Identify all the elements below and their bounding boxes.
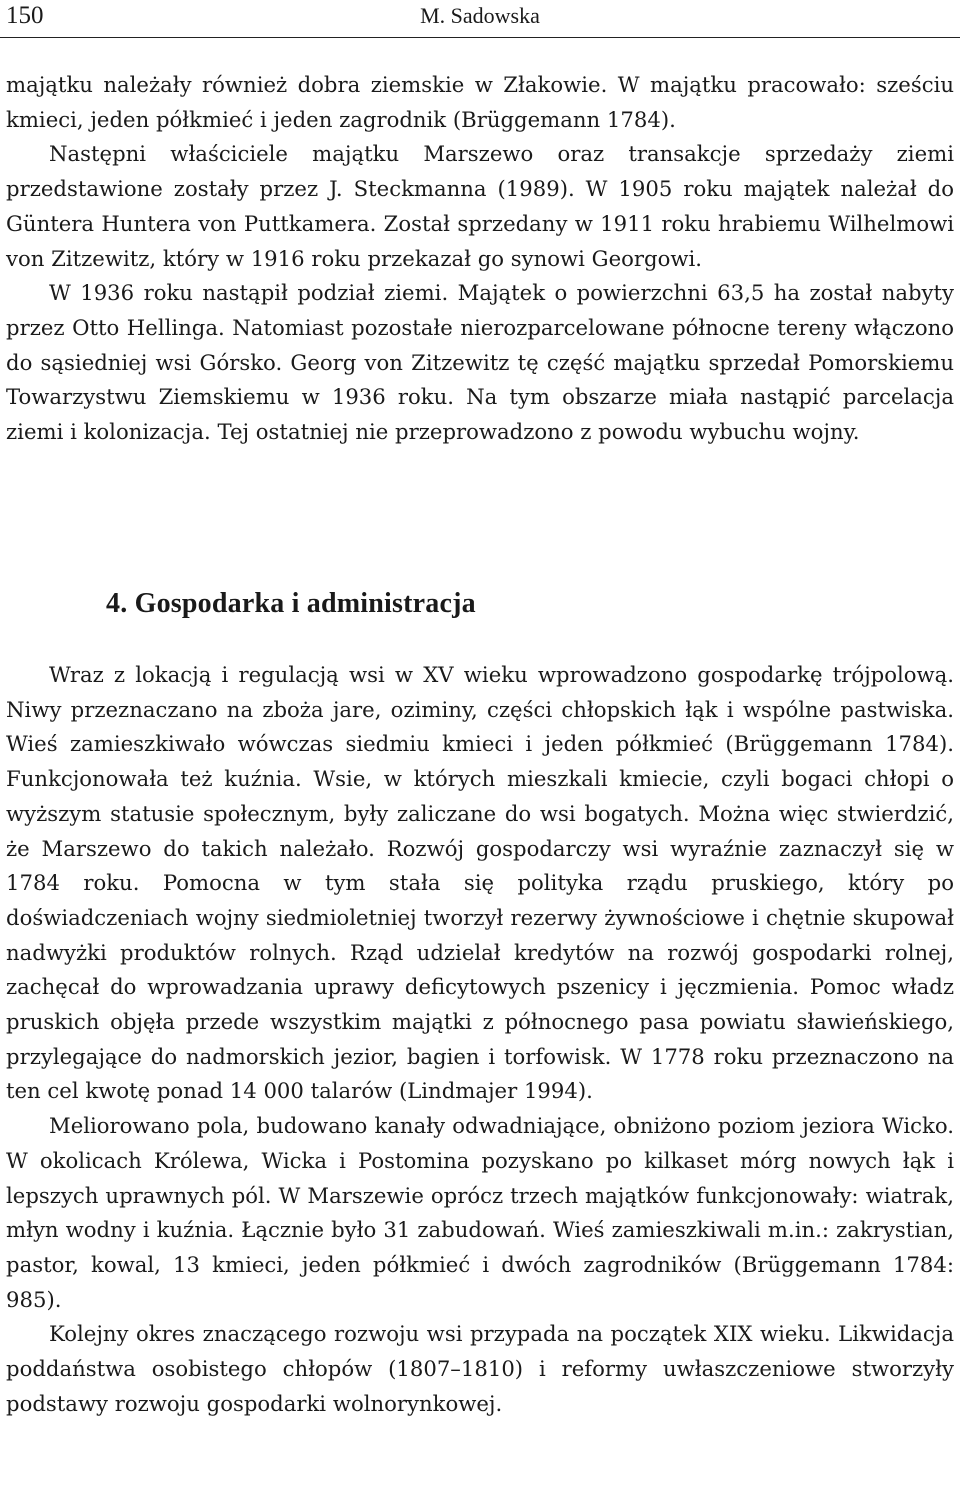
section-heading: 4. Gospodarka i administracja xyxy=(106,588,476,619)
running-head: M. Sadowska xyxy=(420,3,540,28)
paragraph: Wraz z lokacją i regulacją wsi w XV wieku wprowadzono gospodarkę trójpolową. Niwy przeznaczano na zboża jare, oziminy, części chłopskich łąk i wspólne pastwiska. Wieś zamieszkiwało wówczas siedmiu kmieci i jeden półkmieć (Brüggemann 1784). Funkcjonowała też kuźnia. Wsie, w których mieszkali kmiecie, czyli bogaci chłopi o wyższym statusie społecznym, były zaliczane do wsi bogatych. Można więc stwierdzić, że Marszewo do takich należało. Rozwój gospodarczy wsi wyraźnie zaznaczył się w 1784 roku. Pomocna w tym stała się polityka rządu pruskiego, który po doświadczeniach wojny siedmioletniej tworzył rezerwy żywnościowe i chętnie skupował nadwyżki produktów rolnych. Rząd udzielał kredytów na rozwój gospodarki rolnej, zachęcał do wprowadzania uprawy deficytowych pszenicy i jęczmienia. Pomoc władz pruskich objęła przede wszystkim majątki z północnego pasa powiatu sławieńskiego, przylegające do nadmorskich jezior, bagien i torfowisk. W 1778 roku przeznaczono na ten cel kwotę ponad 14 000 talarów (Lindmajer 1994). xyxy=(6,662,954,1104)
page-number: 150 xyxy=(6,2,44,29)
paragraph: Kolejny okres znaczącego rozwoju wsi przypada na początek XIX wieku. Likwidacja poddaństwa osobistego chłopów (1807–1810) i reformy uwłaszczeniowe stworzyły podstawy rozwoju gospodarki wolnorynkowej. xyxy=(6,1321,954,1416)
paragraph: majątku należały również dobra ziemskie w Złakowie. W majątku pracowało: sześciu kmieci, jeden półkmieć i jeden zagrodnik (Brüggemann 1784). xyxy=(6,72,954,132)
paragraph: Meliorowano pola, budowano kanały odwadniające, obniżono poziom jeziora Wicko. W okolicach Królewa, Wicka i Postomina pozyskano po kilkaset mórg nowych łąk i lepszych uprawnych pól. W Marszewie oprócz trzech majątków funkcjonowały: wiatrak, młyn wodny i kuźnia. Łącznie było 31 zabudowań. Wieś zamieszkiwali m.in.: zakrystian, pastor, kowal, 13 kmieci, jeden półkmieć i dwóch zagrodników (Brüggemann 1784: 985). xyxy=(6,1113,954,1312)
section-body-ownership xyxy=(6,68,954,450)
page-header xyxy=(0,0,960,38)
section-body-economy xyxy=(6,658,954,1421)
paragraph: W 1936 roku nastąpił podział ziemi. Majątek o powierzchni 63,5 ha został nabyty przez Otto Hellinga. Natomiast pozostałe nierozparcelowane północne tereny włączono do sąsiedniej wsi Górsko. Georg von Zitzewitz tę część majątku sprzedał Pomorskiemu Towarzystwu Ziemskiemu w 1936 roku. Na tym obszarze miała nastąpić parcelacja ziemi i kolonizacja. Tej ostatniej nie przeprowadzono z powodu wybuchu wojny. xyxy=(6,280,954,445)
paragraph: Następni właściciele majątku Marszewo oraz transakcje sprzedaży ziemi przedstawione zostały przez J. Steckmanna (1989). W 1905 roku majątek należał do Güntera Huntera von Puttkamera. Został sprzedany w 1911 roku hrabiemu Wilhelmowi von Zitzewitz, który w 1916 roku przekazał go synowi Georgowi. xyxy=(6,141,954,271)
